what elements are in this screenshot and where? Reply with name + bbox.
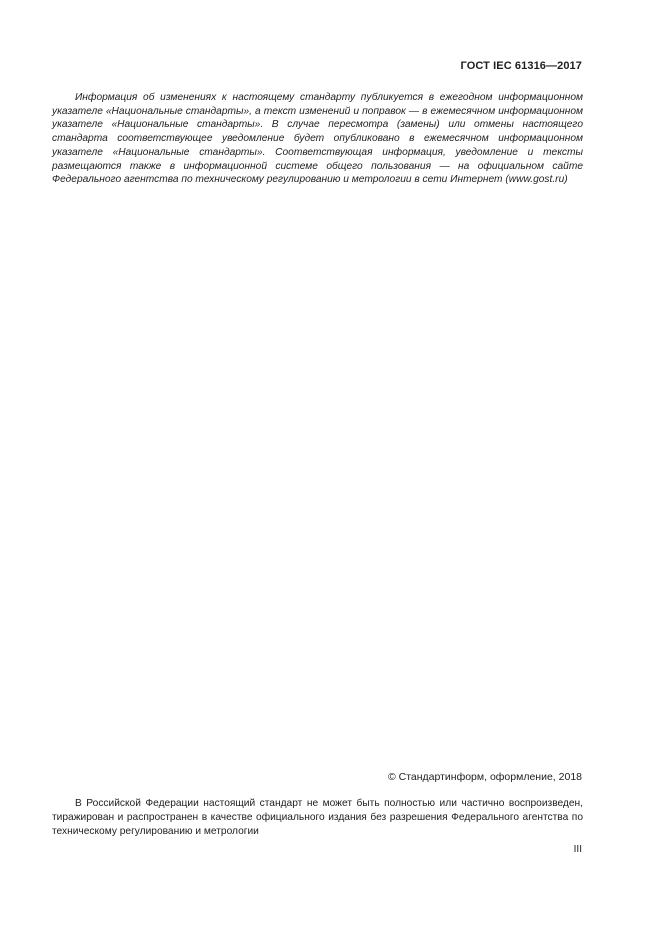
reproduction-notice-block [52,797,583,839]
copyright-line: © Стандартинформ, оформление, 2018 [387,771,582,783]
page-number: III [573,844,582,855]
amendments-info-paragraph: Информация об изменениях к настоящему стандарту публикуется в ежегодном информационном указателе «Национальные стандарты», а текст изменений и поправок — в ежемесячном информационном указателе «Национальные стандарты». В случае пересмотра (замены) или отмены настоящего стандарта соответствующее уведомление будет опубликовано в ежемесячном информационном указателе «Национальные стандарты». Соответствующая информация, уведомление и тексты размещаются также в информационной системе общего пользования — на официальном сайте Федерального агентства по техническому регулированию и метрологии в сети Интернет (www.gost.ru) [52,92,583,186]
reproduction-notice-paragraph: В Российской Федерации настоящий стандарт не может быть полностью или частично воспроизведен, тиражирован и распространен в качестве официального издания без разрешения Федерального агентства по техническому регулированию и метрологии [52,798,583,837]
amendments-info-block [52,91,583,187]
document-code-header: ГОСТ IEC 61316—2017 [460,60,582,72]
